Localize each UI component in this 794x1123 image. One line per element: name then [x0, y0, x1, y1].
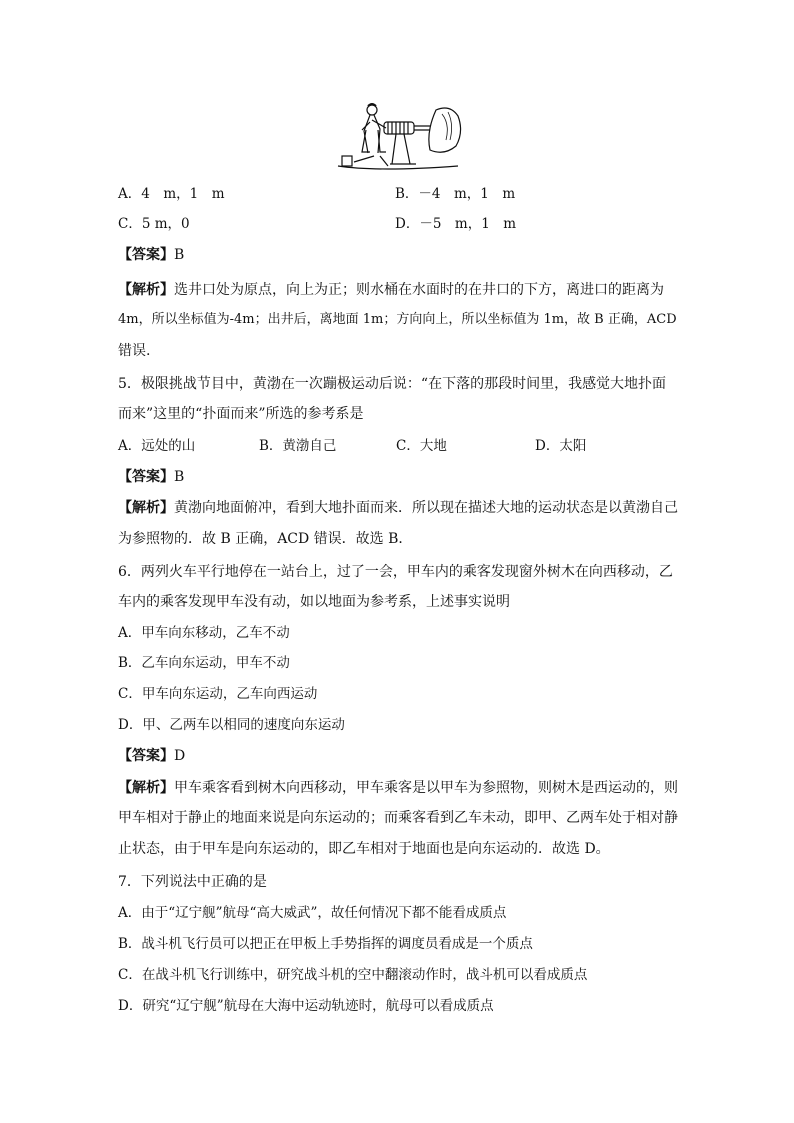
q4-option-d: D．－5 m，1 m: [395, 216, 517, 232]
q6-stem-line-2: 车内的乘客发现甲车没有动，如以地面为参考系，上述事实说明: [118, 594, 510, 610]
q4-analysis-line-2: 4m，所以坐标值为-4m；出井后，离地面 1m；方向向上，所以坐标值为 1m，故 B 正确，ACD: [118, 312, 677, 327]
q4-analysis-line-1: 【解析】选井口处为原点，向上为正；则水桶在水面时的在井口的下方，离进口的距离为: [118, 282, 664, 298]
q5-option-a: A．远处的山: [118, 438, 196, 454]
q5-option-b: B．黄渤自己: [259, 438, 337, 454]
q7-option-b: B．战斗机飞行员可以把正在甲板上手势指挥的调度员看成是一个质点: [118, 936, 533, 952]
q6-option-a: A．甲车向东移动，乙车不动: [118, 625, 290, 641]
q6-option-c: C．甲车向东运动，乙车向西运动: [118, 686, 318, 702]
q5-analysis-line-1: 【解析】黄渤向地面俯冲，看到大地扑面而来．所以现在描述大地的运动状态是以黄渤自己: [118, 500, 678, 516]
q6-analysis-line-1: 【解析】甲车乘客看到树木向西移动，甲车乘客是以甲车为参照物，则树木是西运动的，则: [118, 780, 678, 796]
q6-answer: 【答案】D: [118, 748, 186, 764]
q4-answer: 【答案】B: [118, 247, 185, 263]
q4-analysis-line-3: 错误.: [118, 343, 151, 359]
q7-stem: 7．下列说法中正确的是: [118, 874, 267, 890]
q5-stem-line-2: 而来”这里的“扑面而来”所选的参考系是: [118, 406, 364, 422]
q5-stem-line-1: 5．极限挑战节目中，黄渤在一次蹦极运动后说：“在下落的那段时间里，我感觉大地扑面: [118, 376, 667, 392]
q5-option-d: D．太阳: [535, 438, 587, 454]
q6-analysis-line-3: 止状态，由于甲车是向东运动的，即乙车相对于地面也是向东运动的．故选 D。: [118, 841, 610, 857]
q6-stem-line-1: 6．两列火车平行地停在一站台上，过了一会，甲车内的乘客发现窗外树木在向西移动，乙: [118, 564, 673, 580]
q5-option-c: C．大地: [396, 438, 447, 454]
q5-analysis-line-2: 为参照物的．故 B 正确，ACD 错误．故选 B．: [118, 531, 413, 547]
q7-option-c: C．在战斗机飞行训练中，研究战斗机的空中翻滚动作时，战斗机可以看成质点: [118, 967, 588, 983]
q6-analysis-line-2: 甲车相对于静止的地面来说是向东运动的；而乘客看到乙车未动，即甲、乙两车处于相对静: [118, 810, 678, 826]
q6-option-d: D．甲、乙两车以相同的速度向东运动: [118, 717, 345, 733]
q4-option-a: A．4 m，1 m: [118, 186, 225, 202]
q5-answer: 【答案】B: [118, 469, 185, 485]
q6-option-b: B．乙车向东运动，甲车不动: [118, 655, 290, 671]
q4-option-c: C．5 m，0: [118, 216, 190, 232]
well-windlass-illustration: [334, 100, 464, 178]
q4-option-b: B．－4 m，1 m: [395, 186, 516, 202]
q7-option-a: A．由于“辽宁舰”航母“高大威武”，故任何情况下都不能看成质点: [118, 905, 507, 921]
q7-option-d: D．研究“辽宁舰”航母在大海中运动轨迹时，航母可以看成质点: [118, 998, 494, 1014]
